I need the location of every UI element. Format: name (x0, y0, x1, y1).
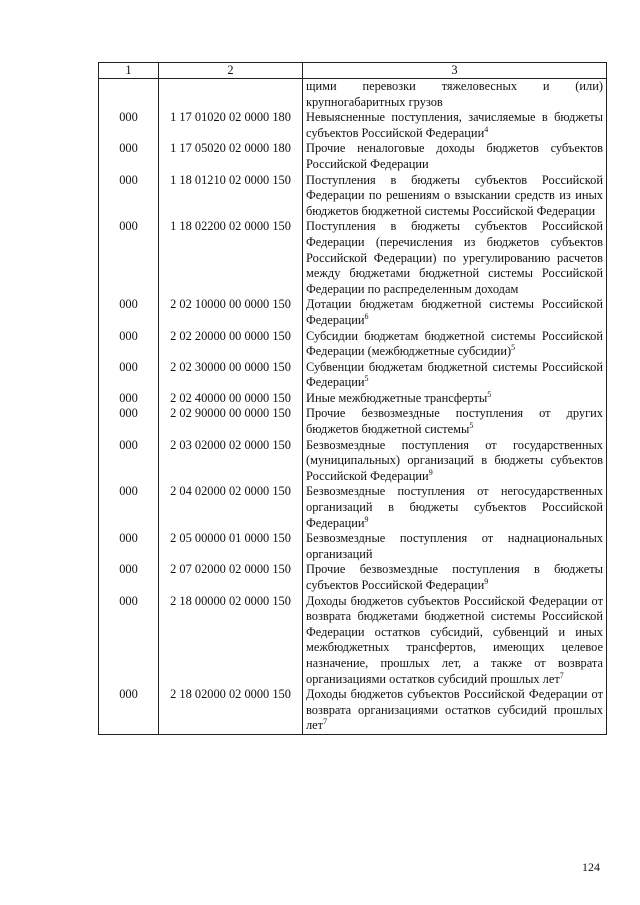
income-name-cell (303, 110, 607, 141)
footnote-marker: 6 (364, 311, 369, 321)
table-row (99, 110, 607, 141)
income-code-cell: 2 02 30000 00 0000 150 (159, 360, 303, 391)
column-header-2: 2 (159, 63, 303, 79)
column-header-3: 3 (303, 63, 607, 79)
income-code-cell: 2 18 00000 02 0000 150 (159, 594, 303, 688)
budget-classification-table (98, 62, 607, 735)
table-row (99, 79, 607, 111)
admin-code-cell: 000 (99, 329, 159, 360)
admin-code-cell: 000 (99, 173, 159, 220)
footnote-marker: 9 (428, 467, 433, 477)
header-row (99, 63, 607, 79)
income-name-text: Поступления в бюджеты субъектов Российской Федерации (перечисления из бюджетов субъектов Российской Федерации) по урегулированию расчетов между бюджетами бюджетной системы Российской Федерации по распределенным доходам (306, 219, 603, 296)
income-name-cell (303, 594, 607, 688)
admin-code-cell: 000 (99, 360, 159, 391)
admin-code-cell: 000 (99, 406, 159, 437)
income-name-text: Дотации бюджетам бюджетной системы Российской Федерации (306, 297, 603, 327)
income-name-text: Безвозмездные поступления от негосударственных организаций в бюджеты субъектов Российской Федерации (306, 484, 603, 530)
income-code-cell: 2 02 20000 00 0000 150 (159, 329, 303, 360)
table-row (99, 360, 607, 391)
table-body (99, 79, 607, 735)
income-name-text: Доходы бюджетов субъектов Российской Федерации от возврата организациями остатков субсидий прошлых лет (306, 687, 603, 733)
income-code-cell: 2 02 40000 00 0000 150 (159, 391, 303, 407)
income-name-text: Субсидии бюджетам бюджетной системы Российской Федерации (межбюджетные субсидии) (306, 328, 603, 359)
table-row (99, 391, 607, 407)
footnote-marker: 7 (559, 670, 564, 680)
income-code-cell: 1 18 02200 02 0000 150 (159, 219, 303, 297)
income-name-cell (303, 141, 607, 172)
admin-code-cell: 000 (99, 219, 159, 297)
table-row (99, 173, 607, 220)
income-name-text: Поступления в бюджеты субъектов Российской Федерации по решениям о взыскании средств из иных бюджетов бюджетной системы Российской Федерации (306, 172, 603, 218)
income-name-cell (303, 360, 607, 391)
income-code-cell: 1 17 05020 02 0000 180 (159, 141, 303, 172)
table-row (99, 219, 607, 297)
income-name-text: Прочие безвозмездные поступления от других бюджетов бюджетной системы (306, 406, 603, 437)
income-name-text: Субвенции бюджетам бюджетной системы Российской Федерации (306, 359, 603, 390)
admin-code-cell (99, 79, 159, 111)
admin-code-cell: 000 (99, 594, 159, 688)
table-row (99, 484, 607, 531)
admin-code-cell: 000 (99, 391, 159, 407)
table-row (99, 438, 607, 485)
income-code-cell: 2 07 02000 02 0000 150 (159, 562, 303, 593)
footnote-marker: 5 (511, 342, 516, 352)
income-name-cell (303, 562, 607, 593)
income-code-cell: 1 18 01210 02 0000 150 (159, 173, 303, 220)
footnote-marker: 5 (487, 389, 492, 399)
admin-code-cell: 000 (99, 531, 159, 562)
income-name-text: Невыясненные поступления, зачисляемые в бюджеты субъектов Российской Федерации (306, 110, 603, 140)
admin-code-cell: 000 (99, 562, 159, 593)
page-number: 124 (582, 860, 600, 874)
income-name-cell (303, 391, 607, 407)
footnote-marker: 9 (364, 514, 369, 524)
admin-code-cell: 000 (99, 438, 159, 485)
income-name-cell (303, 531, 607, 562)
footnote-marker: 5 (364, 374, 369, 384)
table-row (99, 141, 607, 172)
table-row (99, 531, 607, 562)
income-name-text: Доходы бюджетов субъектов Российской Федерации от возврата бюджетами бюджетной системы Российской Федерации остатков субсидий, субвенций и иных межбюджетных трансфертов, имеющих целевое назначение, прошлых лет, а также от возврата организациями остатков субсидий прошлых лет (306, 593, 603, 686)
table-row (99, 562, 607, 593)
income-name-cell (303, 438, 607, 485)
admin-code-cell: 000 (99, 110, 159, 141)
income-code-cell: 2 03 02000 02 0000 150 (159, 438, 303, 485)
income-code-cell: 2 04 02000 02 0000 150 (159, 484, 303, 531)
admin-code-cell: 000 (99, 297, 159, 328)
table-header (99, 63, 607, 79)
income-code-cell: 2 18 02000 02 0000 150 (159, 687, 303, 734)
admin-code-cell: 000 (99, 141, 159, 172)
footnote-marker: 4 (484, 124, 489, 134)
income-name-text: щими перевозки тяжеловесных и (или) крупногабаритных грузов (306, 79, 603, 109)
admin-code-cell: 000 (99, 687, 159, 734)
footnote-marker: 5 (469, 420, 474, 430)
footnote-marker: 7 (323, 717, 328, 727)
income-name-cell (303, 219, 607, 297)
income-name-cell (303, 329, 607, 360)
table-row (99, 687, 607, 734)
income-name-cell (303, 687, 607, 734)
income-name-cell (303, 406, 607, 437)
table-row (99, 406, 607, 437)
income-name-cell (303, 484, 607, 531)
income-code-cell: 2 02 90000 00 0000 150 (159, 406, 303, 437)
table-row (99, 297, 607, 328)
income-code-cell: 2 02 10000 00 0000 150 (159, 297, 303, 328)
income-name-text: Прочие безвозмездные поступления в бюджеты субъектов Российской Федерации (306, 562, 603, 592)
admin-code-cell: 000 (99, 484, 159, 531)
income-name-text: Безвозмездные поступления от государственных (муниципальных) организаций в бюджеты субъектов Российской Федерации (306, 437, 603, 483)
income-name-text: Прочие неналоговые доходы бюджетов субъектов Российской Федерации (306, 141, 603, 171)
table-row (99, 594, 607, 688)
income-code-cell (159, 79, 303, 111)
income-code-cell: 2 05 00000 01 0000 150 (159, 531, 303, 562)
column-header-1: 1 (99, 63, 159, 79)
income-code-cell: 1 17 01020 02 0000 180 (159, 110, 303, 141)
income-name-text: Безвозмездные поступления от наднациональных организаций (306, 531, 603, 561)
footnote-marker: 9 (484, 576, 489, 586)
income-name-text: Иные межбюджетные трансферты (306, 390, 488, 405)
income-name-cell (303, 297, 607, 328)
table-row (99, 329, 607, 360)
income-name-cell (303, 79, 607, 111)
income-name-cell (303, 173, 607, 220)
